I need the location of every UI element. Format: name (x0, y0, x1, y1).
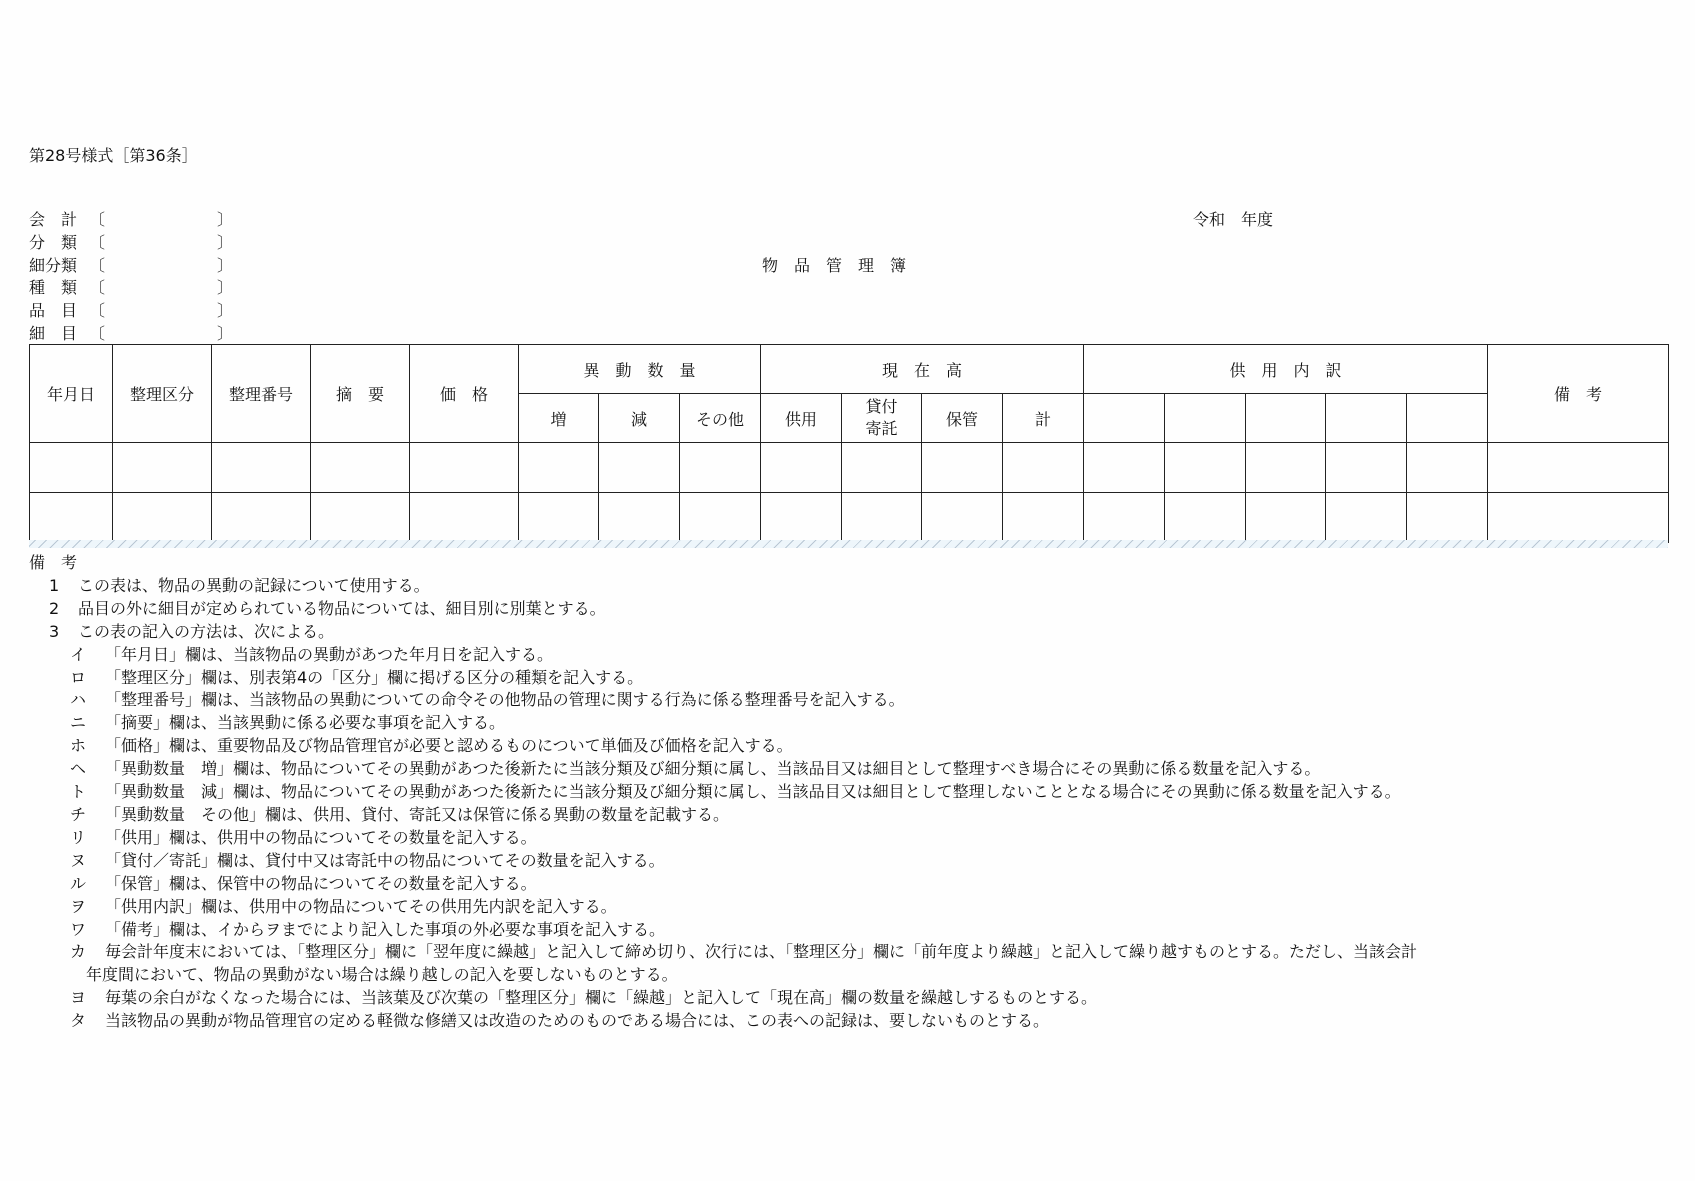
field-row (29, 275, 233, 298)
table-cell[interactable] (519, 493, 599, 544)
note-subitem (0, 804, 1417, 827)
header-remarks: 備 考 (1488, 345, 1669, 443)
note-item (0, 621, 1417, 644)
note-subitem (0, 712, 1417, 735)
field-open-bracket: 〔 (89, 324, 106, 343)
field-close-bracket: 〕 (217, 301, 234, 321)
note-number: 3 (49, 621, 60, 641)
note-mark: ハ (70, 690, 87, 710)
note-mark: イ (70, 644, 87, 664)
table-cell[interactable] (1246, 493, 1326, 544)
note-number: 1 (49, 575, 60, 595)
note-mark: カ (70, 942, 87, 962)
note-subitem (0, 758, 1417, 781)
table-cell[interactable] (1084, 443, 1165, 493)
field-close-bracket: 〕 (217, 210, 234, 229)
table-cell[interactable] (410, 493, 519, 544)
notes (0, 552, 1417, 1033)
header-date: 年月日 (30, 345, 113, 443)
note-text: 当該物品の異動が物品管理官の定める軽微な修繕又は改造のためのものである場合には、この表への記録は、要しないものとする。 (105, 1011, 1050, 1031)
subheader-lent: 貸付 寄託 (842, 394, 922, 443)
usage-col-4 (1326, 394, 1407, 443)
header-summary: 摘 要 (311, 345, 410, 443)
table-cell[interactable] (113, 443, 212, 493)
note-mark: リ (70, 827, 87, 847)
field-label: 細 目 (29, 324, 78, 343)
note-text: 「異動数量 増」欄は、物品についてその異動があつた後新たに当該分類及び細分類に属し、当該品目又は細目として整理すべき場合にその異動に係る数量を記入する。 (105, 759, 1321, 779)
header-price: 価 格 (410, 345, 519, 443)
table-cell[interactable] (519, 443, 599, 493)
note-continuation: 年度間において、物品の異動がない場合は繰り越しの記入を要しないものとする。 (86, 965, 678, 985)
note-text: 「供用」欄は、供用中の物品についてその数量を記入する。 (105, 827, 537, 847)
table-cell[interactable] (1326, 443, 1407, 493)
field-open-bracket: 〔 (89, 210, 106, 229)
fiscal-year: 令和 年度 (1193, 210, 1274, 229)
field-label: 種 類 (29, 278, 78, 298)
note-subitem (0, 644, 1417, 667)
field-close-bracket: 〕 (217, 278, 234, 298)
note-subitem (0, 827, 1417, 850)
torn-edge (29, 540, 1668, 548)
field-open-bracket: 〔 (89, 301, 106, 321)
field-label: 会 計 (29, 210, 78, 229)
table-cell[interactable] (761, 493, 842, 544)
note-text: この表は、物品の異動の記録について使用する。 (78, 575, 430, 595)
table-cell[interactable] (842, 493, 922, 544)
note-subitem (0, 987, 1417, 1010)
field-row (29, 253, 233, 276)
note-mark: ヘ (70, 759, 87, 779)
table-cell[interactable] (1407, 493, 1488, 544)
notes-heading: 備 考 (29, 553, 78, 572)
table-cell[interactable] (599, 443, 680, 493)
table-cell[interactable] (680, 443, 761, 493)
field-open-bracket: 〔 (89, 255, 106, 275)
note-mark: チ (70, 804, 87, 824)
subheader-total: 計 (1003, 394, 1084, 443)
note-item (0, 575, 1417, 598)
usage-col-2 (1165, 394, 1246, 443)
table-cell[interactable] (1165, 493, 1246, 544)
note-text: 「価格」欄は、重要物品及び物品管理官が必要と認めるものについて単価及び価格を記入する。 (105, 736, 793, 756)
note-mark: ワ (70, 919, 87, 939)
note-text: 「貸付／寄託」欄は、貸付中又は寄託中の物品についてその数量を記入する。 (105, 850, 665, 870)
table-cell[interactable] (761, 443, 842, 493)
table-cell[interactable] (1488, 493, 1669, 544)
table-cell[interactable] (311, 443, 410, 493)
field-label: 品 目 (29, 301, 78, 321)
note-subitem (0, 1010, 1417, 1033)
table-cell[interactable] (1407, 443, 1488, 493)
table-cell[interactable] (1084, 493, 1165, 544)
usage-col-3 (1246, 394, 1326, 443)
note-subitem (0, 919, 1417, 942)
note-text: 「保管」欄は、保管中の物品についてその数量を記入する。 (105, 873, 537, 893)
field-close-bracket: 〕 (217, 324, 234, 343)
header-usage-breakdown: 供 用 内 訳 (1084, 345, 1488, 394)
note-mark: タ (70, 1011, 87, 1031)
table-cell[interactable] (30, 493, 113, 544)
note-text: 「摘要」欄は、当該異動に係る必要な事項を記入する。 (105, 713, 506, 733)
table-cell[interactable] (599, 493, 680, 544)
note-text: 「異動数量 その他」欄は、供用、貸付、寄託又は保管に係る異動の数量を記載する。 (105, 804, 730, 824)
subheader-increase: 増 (519, 394, 599, 443)
note-mark: ル (70, 873, 87, 893)
note-subitem (0, 735, 1417, 758)
field-open-bracket: 〔 (89, 278, 106, 298)
page-title: 物 品 管 理 簿 (762, 256, 907, 275)
field-row (29, 321, 233, 344)
table-cell[interactable] (30, 443, 113, 493)
note-text: 「整理区分」欄は、別表第4の「区分」欄に掲げる区分の種類を記入する。 (105, 667, 644, 687)
subheader-storage: 保管 (922, 394, 1003, 443)
subheader-in-use: 供用 (761, 394, 842, 443)
header-current: 現 在 高 (761, 345, 1084, 394)
table-row (30, 493, 1669, 544)
subheader-decrease: 減 (599, 394, 680, 443)
note-mark: ホ (70, 736, 87, 756)
table-cell[interactable] (1003, 443, 1084, 493)
table-cell[interactable] (922, 443, 1003, 493)
header-movement: 異 動 数 量 (519, 345, 761, 394)
table-cell[interactable] (680, 493, 761, 544)
table-cell[interactable] (1003, 493, 1084, 544)
note-mark: ロ (70, 667, 87, 687)
note-mark: ト (70, 782, 87, 802)
note-subitem (0, 896, 1417, 919)
table-row (30, 443, 1669, 493)
field-row (29, 207, 233, 230)
note-subitem (0, 941, 1417, 964)
table-cell[interactable] (1326, 493, 1407, 544)
note-mark: ヲ (70, 896, 87, 916)
note-subitem (0, 850, 1417, 873)
note-text: 毎会計年度末においては、「整理区分」欄に「翌年度に繰越」と記入して締め切り、次行には、「整理区分」欄に「前年度より繰越」と記入して繰り越すものとする。ただし、当該会計 (105, 942, 1418, 962)
field-close-bracket: 〕 (217, 255, 234, 275)
note-subitem (0, 781, 1417, 804)
table-cell[interactable] (212, 443, 311, 493)
ledger-table (29, 344, 1669, 543)
note-text: 「年月日」欄は、当該物品の異動があつた年月日を記入する。 (105, 644, 554, 664)
note-number: 2 (49, 598, 60, 618)
note-mark: ニ (70, 713, 87, 733)
note-text: 品目の外に細目が定められている物品については、細目別に別葉とする。 (78, 598, 606, 618)
subheader-other: その他 (680, 394, 761, 443)
form-id: 第28号様式［第36条］ (29, 146, 198, 165)
note-subitem (0, 689, 1417, 712)
field-row (29, 298, 233, 321)
table-cell[interactable] (311, 493, 410, 544)
note-text: 「供用内訳」欄は、供用中の物品についてその供用先内訳を記入する。 (105, 896, 617, 916)
note-text: この表の記入の方法は、次による。 (78, 621, 335, 641)
table-cell[interactable] (1165, 443, 1246, 493)
field-label: 分 類 (29, 232, 78, 252)
note-mark: ヌ (70, 850, 87, 870)
note-text: 「備考」欄は、イからヲまでにより記入した事項の外必要な事項を記入する。 (105, 919, 666, 939)
field-label: 細分類 (29, 255, 78, 275)
field-close-bracket: 〕 (217, 232, 234, 252)
table-cell[interactable] (410, 443, 519, 493)
header-number: 整理番号 (212, 345, 311, 443)
table-cell[interactable] (842, 443, 922, 493)
usage-col-1 (1084, 394, 1165, 443)
note-item (0, 598, 1417, 621)
header-category: 整理区分 (113, 345, 212, 443)
table-cell[interactable] (113, 493, 212, 544)
table-cell[interactable] (1246, 443, 1326, 493)
note-text: 「異動数量 減」欄は、物品についてその異動があつた後新たに当該分類及び細分類に属し、当該品目又は細目として整理しないこととなる場合にその異動に係る数量を記入する。 (105, 782, 1401, 802)
note-text: 毎葉の余白がなくなった場合には、当該葉及び次葉の「整理区分」欄に「繰越」と記入して「現在高」欄の数量を繰越しするものとする。 (105, 988, 1098, 1008)
table-cell[interactable] (212, 493, 311, 544)
note-subitem (0, 667, 1417, 690)
field-row (29, 230, 233, 253)
table-cell[interactable] (922, 493, 1003, 544)
note-subitem (0, 873, 1417, 896)
table-cell[interactable] (1488, 443, 1669, 493)
note-mark: ヨ (70, 988, 87, 1008)
note-text: 「整理番号」欄は、当該物品の異動についての命令その他物品の管理に関する行為に係る整理番号を記入する。 (105, 690, 905, 710)
usage-col-5 (1407, 394, 1488, 443)
field-open-bracket: 〔 (89, 232, 106, 252)
